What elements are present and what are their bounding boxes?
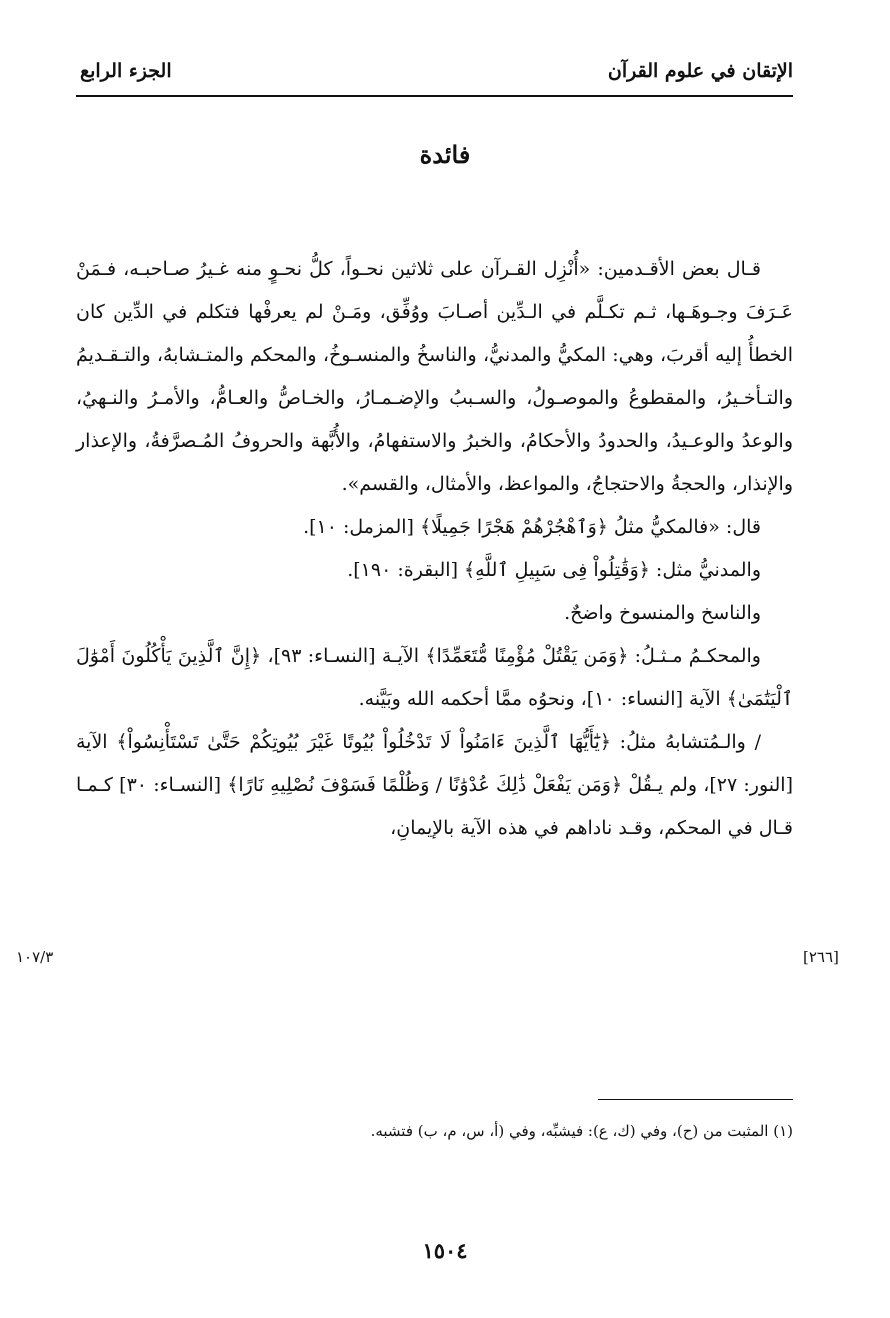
paragraph-naskh: والناسخ والمنسوخ واضحٌ.: [564, 602, 761, 624]
header-rule: [76, 95, 793, 97]
body-text: [76, 248, 793, 850]
paragraph-makki: قال: «فالمكيُّ مثلُ ﴿وَٱهْجُرْهُمْ هَجْرًا جَمِيلًا﴾ [المزمل: ١٠].: [303, 516, 761, 538]
paragraph-intro: قـال بعض الأقـدمين: «أُنْزِل القـرآن على ثلاثين نحـواً، كلُّ نحـوٍ منه غـيرُ صـاحبـه، فـمَنْ عَـرَفَ وجـوهَـها، ثـم تكـلَّم في الـدِّين أصـابَ ووُفِّق، ومَـنْ لم يعرفْها فتكلم في الدِّين كان الخطأُ إليه أقربَ، وهي: المكيُّ والمدنيُّ، والناسخُ والمنسـوخُ، والمحكم والمتـشابهُ، والتـقـديمُ والتـأخـيرُ، والمقطوعُ والموصـولُ، والسـببُ والإضـمـارُ، والخـاصُّ والعـامُّ، والأمـرُ والنـهيُ، والوعدُ والوعـيدُ، والحدودُ والأحكامُ، والخبرُ والاستفهامُ، والأُبَّهة والحروفُ المُـصرَّفةُ، والإعذار والإنذار، والحجةُ والاحتجاجُ، والمواعظ، والأمثال، والقسم».: [76, 258, 793, 495]
part-label: الجزء الرابع: [80, 60, 172, 82]
footnote: (١) المثبت من (ح)، وفي (ك، ع): فيشبِّه، وفي (أ، س، م، ب) فتشبه.: [370, 1122, 793, 1140]
margin-note-folio: [٢٦٦]: [803, 948, 839, 966]
paragraph-muhkam: والمحكـمُ مـثـلُ: ﴿وَمَن يَقْتُلْ مُؤْمِنًا مُّتَعَمِّدًا﴾ الآيـة [النسـاء: ٩٣]، ﴿إِنَّ ٱلَّذِينَ يَأْكُلُونَ أَمْوَٰلَ ٱلْيَتَٰمَىٰ﴾ الآية [النساء: ١٠]، ونحوُه ممَّا أحكمه الله وبَيَّنه.: [76, 645, 793, 710]
running-header: [76, 60, 793, 90]
paragraph-mutashabih: / والـمُتشابهُ مثلُ: ﴿يَٰٓأَيُّهَا ٱلَّذِينَ ءَامَنُواْ لَا تَدْخُلُواْ بُيُوتًا غَيْرَ بُيُوتِكُمْ حَتَّىٰ تَسْتَأْنِسُواْ﴾ الآية [النور: ٢٧]، ولم يـقُلْ ﴿وَمَن يَفْعَلْ ذَٰلِكَ عُدْوَٰنًا / وَظُلْمًا فَسَوْفَ نُصْلِيهِ نَارًا﴾ [النسـاء: ٣٠] كـمـا قـال في المحكم، وقـد ناداهم في هذه الآية بالإيمانِ،: [76, 731, 793, 839]
page-number: ١٥٠٤: [422, 1238, 468, 1263]
paragraph-madani: والمدنيُّ مثل: ﴿وَقَٰتِلُواْ فِى سَبِيلِ ٱللَّهِ﴾ [البقرة: ١٩٠].: [347, 559, 761, 581]
book-title: الإتقان في علوم القرآن: [607, 60, 793, 82]
section-heading: فائدة: [419, 140, 471, 169]
footnote-rule: [598, 1099, 793, 1100]
margin-note-volume: ١٠٧/٣: [16, 948, 54, 966]
